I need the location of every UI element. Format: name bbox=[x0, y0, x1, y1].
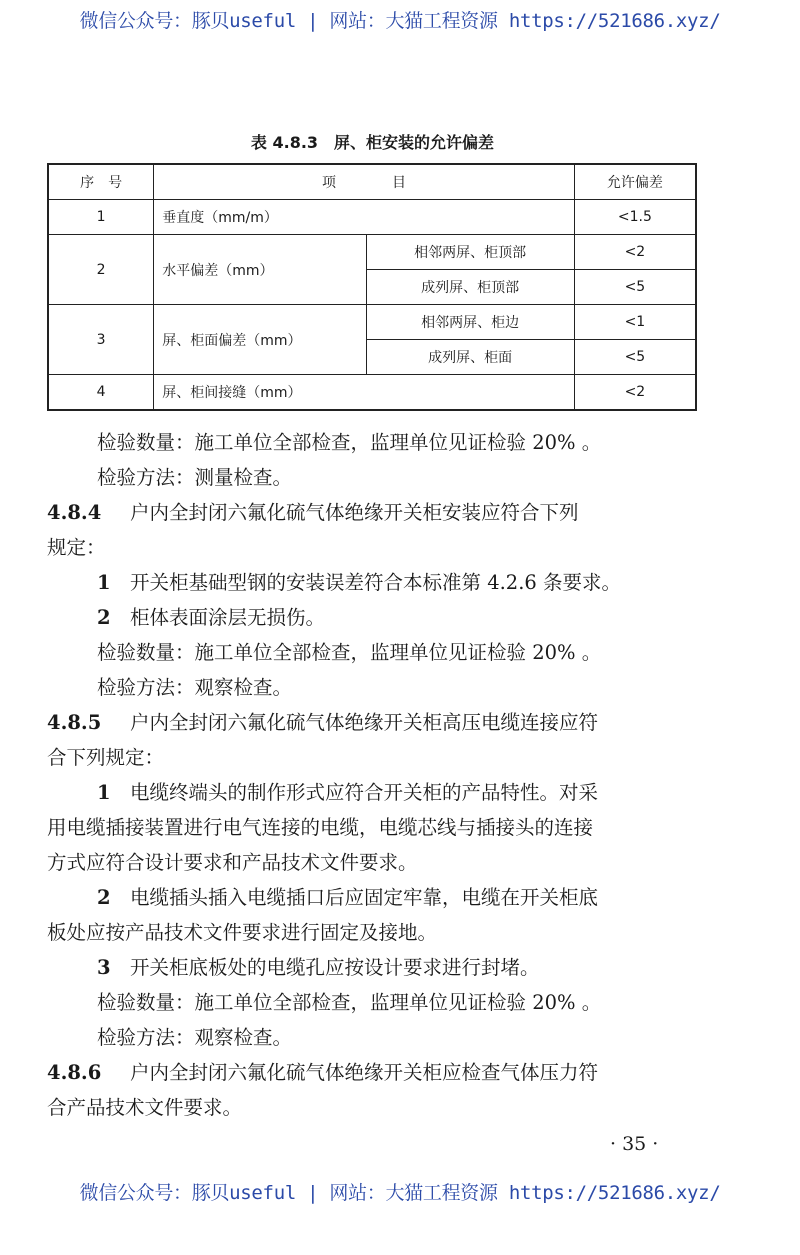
table-row bbox=[48, 375, 696, 411]
clause-number: 4.8.6 bbox=[47, 1061, 102, 1084]
header-no: 序 号 bbox=[48, 164, 154, 200]
row-item: 屏、柜面偏差（mm） bbox=[154, 305, 366, 375]
item-number: 1 bbox=[97, 571, 111, 594]
row-value: <5 bbox=[574, 340, 696, 375]
header-item: 项 目 bbox=[154, 164, 575, 200]
row-value: <5 bbox=[574, 270, 696, 305]
item-number: 2 bbox=[97, 606, 111, 629]
item-number: 3 bbox=[97, 956, 111, 979]
table-row bbox=[48, 305, 696, 340]
paragraph-line: 电缆终端头的制作形式应符合开关柜的产品特性。对采 bbox=[130, 781, 599, 804]
paragraph-line: 开关柜基础型钢的安装误差符合本标准第 4.2.6 条要求。 bbox=[130, 571, 622, 594]
item-number: 2 bbox=[97, 886, 111, 909]
paragraph-line: 合下列规定： bbox=[47, 746, 165, 769]
paragraph-line: 检验方法：观察检查。 bbox=[97, 676, 293, 699]
paragraph-line: 检验方法：观察检查。 bbox=[97, 1026, 293, 1049]
page-number: · 35 · bbox=[610, 1133, 659, 1155]
paragraph-line: 检验数量：施工单位全部检查，监理单位见证检验 20% 。 bbox=[97, 431, 602, 454]
row-item: 垂直度（mm/m） bbox=[154, 200, 575, 235]
table-row bbox=[48, 200, 696, 235]
paragraph-line: 检验数量：施工单位全部检查，监理单位见证检验 20% 。 bbox=[97, 991, 602, 1014]
paragraph-line: 柜体表面涂层无损伤。 bbox=[130, 606, 326, 629]
row-item: 水平偏差（mm） bbox=[154, 235, 366, 305]
paragraph-line: 检验方法：测量检查。 bbox=[97, 466, 293, 489]
clause-number: 4.8.5 bbox=[47, 711, 102, 734]
paragraph-line: 板处应按产品技术文件要求进行固定及接地。 bbox=[47, 921, 438, 944]
table-caption: 表 4.8.3 屏、柜安装的允许偏差 bbox=[250, 133, 495, 152]
item-number: 1 bbox=[97, 781, 111, 804]
clause-number: 4.8.4 bbox=[47, 501, 102, 524]
header-tolerance: 允许偏差 bbox=[574, 164, 696, 200]
table-row bbox=[48, 235, 696, 270]
row-no: 1 bbox=[48, 200, 154, 235]
row-value: <1 bbox=[574, 305, 696, 340]
row-value: <2 bbox=[574, 375, 696, 411]
row-subitem: 相邻两屏、柜顶部 bbox=[366, 235, 574, 270]
paragraph-line: 合产品技术文件要求。 bbox=[47, 1096, 243, 1119]
paragraph-line: 检验数量：施工单位全部检查，监理单位见证检验 20% 。 bbox=[97, 641, 602, 664]
paragraph-line: 户内全封闭六氟化硫气体绝缘开关柜安装应符合下列 bbox=[130, 501, 579, 524]
watermark-bottom: 微信公众号：豚贝useful | 网站：大猫工程资源 https://521686.xyz/ bbox=[79, 1182, 721, 1204]
paragraph-line: 方式应符合设计要求和产品技术文件要求。 bbox=[47, 851, 418, 874]
row-item: 屏、柜间接缝（mm） bbox=[154, 375, 575, 411]
row-no: 3 bbox=[48, 305, 154, 375]
row-subitem: 相邻两屏、柜边 bbox=[366, 305, 574, 340]
row-subitem: 成列屏、柜面 bbox=[366, 340, 574, 375]
paragraph-line: 户内全封闭六氟化硫气体绝缘开关柜高压电缆连接应符 bbox=[130, 711, 599, 734]
paragraph-line: 电缆插头插入电缆插口后应固定牢靠，电缆在开关柜底 bbox=[130, 886, 599, 909]
row-no: 2 bbox=[48, 235, 154, 305]
table-header-row bbox=[48, 164, 696, 200]
paragraph-line: 用电缆插接装置进行电气连接的电缆，电缆芯线与插接头的连接 bbox=[47, 816, 594, 839]
paragraph-line: 开关柜底板处的电缆孔应按设计要求进行封堵。 bbox=[130, 956, 540, 979]
row-no: 4 bbox=[48, 375, 154, 411]
row-value: <1.5 bbox=[574, 200, 696, 235]
paragraph-line: 户内全封闭六氟化硫气体绝缘开关柜应检查气体压力符 bbox=[130, 1061, 599, 1084]
paragraph-line: 规定： bbox=[47, 536, 106, 559]
tolerance-table bbox=[47, 163, 697, 411]
row-subitem: 成列屏、柜顶部 bbox=[366, 270, 574, 305]
row-value: <2 bbox=[574, 235, 696, 270]
watermark-top: 微信公众号：豚贝useful | 网站：大猫工程资源 https://521686.xyz/ bbox=[79, 10, 721, 32]
